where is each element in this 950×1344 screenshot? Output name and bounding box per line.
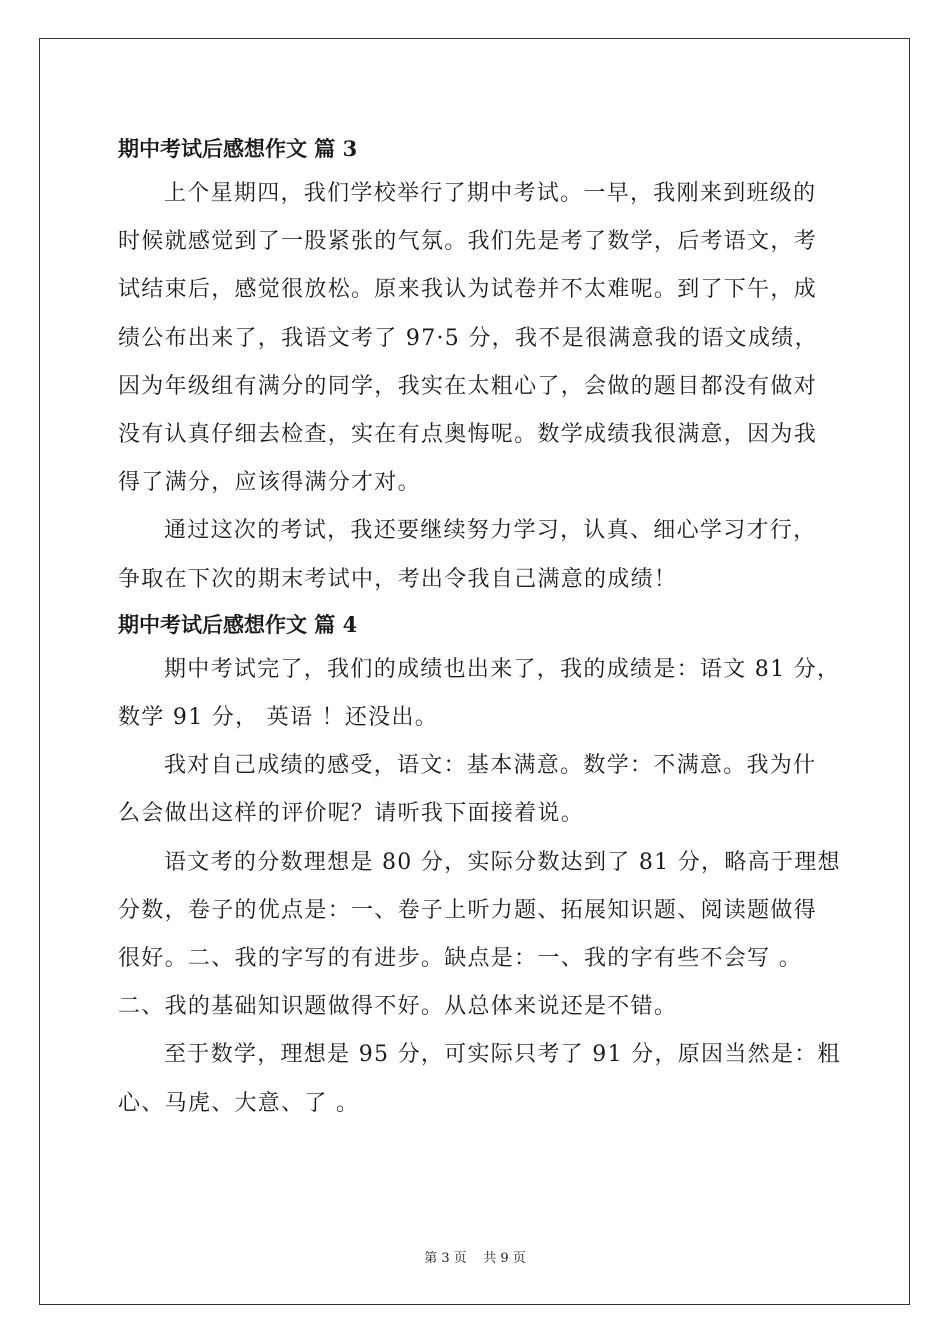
- text-line: 绩公布出来了，我语文考了 97·5 分，我不是很满意我的语文成绩，: [118, 325, 818, 351]
- section-title: 期中考试后感想作文 篇 3: [118, 136, 358, 161]
- text-line: 时候就感觉到了一股紧张的气氛。我们先是考了数学，后考语文，考: [118, 229, 818, 255]
- text-line: 我对自己成绩的感受，语文：基本满意。数学：不满意。我为什: [164, 753, 817, 779]
- text-line: 数学 91 分， 英语 ！还没出。: [118, 705, 439, 731]
- text-line: 至于数学，理想是 95 分，可实际只考了 91 分，原因当然是：粗: [164, 1042, 841, 1068]
- page-footer: 第 3 页 共 9 页: [424, 1251, 526, 1266]
- text-line: 争取在下次的期末考试中，考出令我自己满意的成绩！: [118, 566, 678, 592]
- paragraph: [118, 646, 841, 742]
- section-title: 期中考试后感想作文 篇 4: [118, 611, 358, 637]
- paragraph: [118, 742, 838, 838]
- text-line: 通过这次的考试，我还要继续努力学习，认真、细心学习才行，: [164, 518, 817, 544]
- text-line: 很好。二、我的字写的有进步。缺点是：一、我的字有些不会写 。: [118, 946, 802, 972]
- text-line: 期中考试完了，我们的成绩也出来了，我的成绩是：语文 81 分，: [164, 656, 841, 682]
- paragraph: [118, 170, 838, 507]
- paragraph: [118, 1031, 841, 1127]
- text-line: 上个星期四，我们学校举行了期中考试。一早，我刚来到班级的: [164, 181, 817, 206]
- document-body: [118, 128, 841, 1128]
- text-line: 因为年级组有满分的同学，我实在太粗心了，会做的题目都没有做对: [118, 373, 818, 399]
- text-line: 语文考的分数理想是 80 分，实际分数达到了 81 分，略高于理想: [164, 849, 841, 875]
- text-line: 分数，卷子的优点是：一、卷子上听力题、拓展知识题、阅读题做得: [118, 897, 818, 923]
- text-line: 么会做出这样的评价呢？请听我下面接着说。: [118, 801, 585, 827]
- text-line: 没有认真仔细去检查，实在有点奥悔呢。数学成绩我很满意，因为我: [118, 422, 818, 448]
- text-line: 二、我的基础知识题做得不好。从总体来说还是不错。: [118, 994, 678, 1020]
- text-line: 试结束后，感觉很放松。原来我认为试卷并不太难呢。到了下午，成: [118, 277, 818, 303]
- text-line: 心、马虎、大意、了 。: [118, 1090, 360, 1116]
- paragraph: [118, 507, 838, 603]
- paragraph: [118, 839, 841, 1032]
- text-line: 得了满分，应该得满分才对。: [118, 470, 421, 496]
